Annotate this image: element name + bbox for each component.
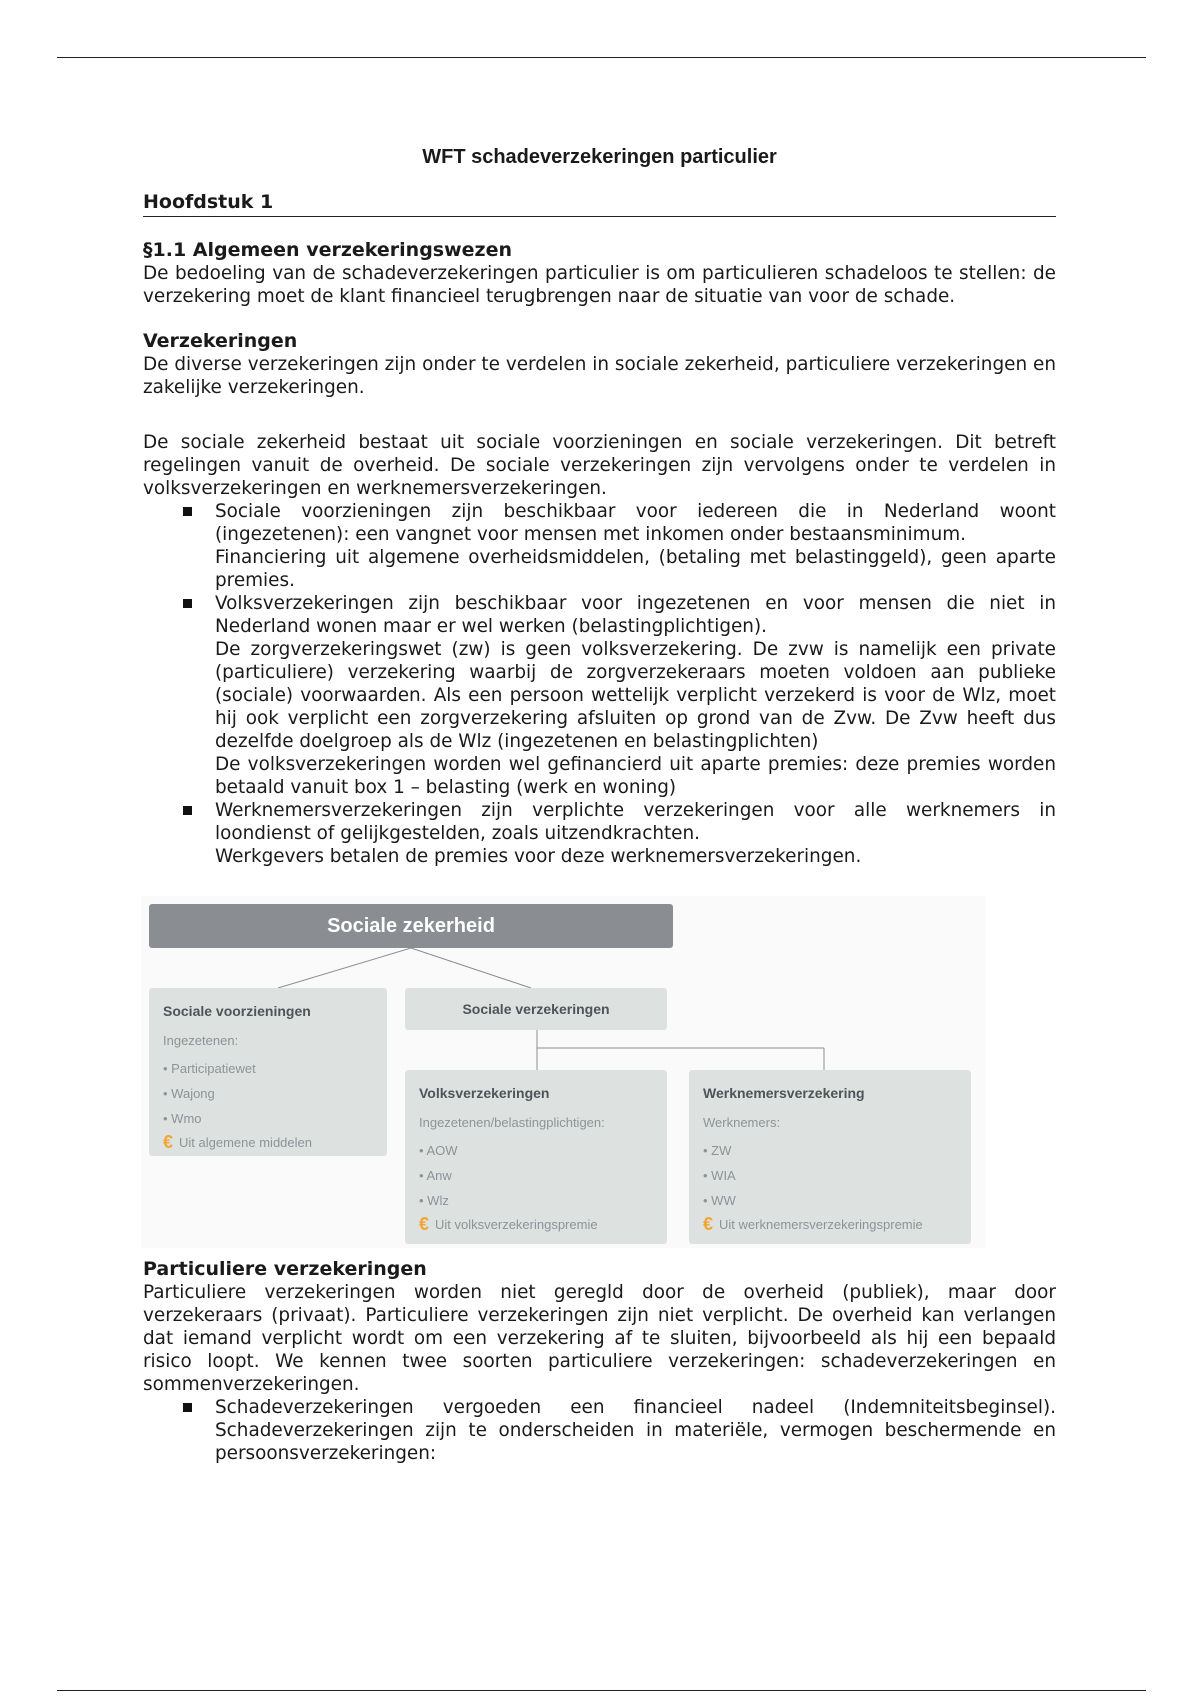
connector-line <box>411 948 531 988</box>
verzekeringen-heading: Verzekeringen <box>143 330 298 352</box>
funding-row <box>163 1131 373 1154</box>
box-title: Sociale verzekeringen <box>462 1000 610 1017</box>
funding-row <box>703 1213 957 1236</box>
document-body <box>143 140 1056 1465</box>
sociale-zekerheid-diagram <box>141 896 986 1248</box>
box-subtitle: Ingezetenen/belastingplichtigen: <box>419 1115 605 1130</box>
list-item: • Wajong <box>163 1081 373 1106</box>
section-intro: De bedoeling van de schadeverzekeringen particulier is om particulieren schadeloos te stellen: de verzekering moet de klant financieel terugbrengen naar de situatie van voor de schade. <box>143 263 1056 307</box>
document-title: WFT schadeverzekeringen particulier <box>422 146 777 168</box>
page-top-rule <box>57 57 1146 58</box>
bullet-text: Schadeverzekeringen vergoeden een financieel nadeel (Indemniteitsbeginsel). Schadeverzekeringen zijn te onderscheiden in materiële, vermogen beschermende en persoonsverzekeringen: <box>215 1397 1056 1464</box>
funding-text: Uit volksverzekeringspremie <box>435 1217 598 1232</box>
euro-icon: € <box>419 1214 430 1234</box>
list-item: • ZW <box>703 1138 957 1163</box>
list-item: • Wlz <box>419 1188 653 1213</box>
bullet-text: De volksverzekeringen worden wel gefinancierd uit aparte premies: deze premies worden betaald vanuit box 1 – belasting (werk en woning) <box>215 754 1056 798</box>
sociale-verzekeringen-box <box>405 988 667 1030</box>
volksverzekeringen-box <box>405 1070 667 1244</box>
verzekeringen-paragraph-1: De diverse verzekeringen zijn onder te verdelen in sociale zekerheid, particuliere verzekeringen en zakelijke verzekeringen. <box>143 354 1056 398</box>
bullet-text: Werknemersverzekeringen zijn verplichte verzekeringen voor alle werknemers in loondienst of gelijkgestelden, zoals uitzendkrachten. <box>215 800 1056 844</box>
bullet-text: De zorgverzekeringswet (zw) is geen volksverzekering. De zvw is namelijk een private (particuliere) verzekering waarbij de zorgverzekeraars moeten voldoen aan publieke (sociale) voorwaarden. Als een persoon wettelijk verplicht verzekerd is voor de Wlz, moet hij ook verplicht een zorgverzekering afsluiten op grond van de Zvw. De Zvw heeft dus dezelfde doelgroep als de Wlz (ingezetenen en belastingplichten) <box>215 639 1056 752</box>
box-subtitle: Ingezetenen: <box>163 1033 239 1048</box>
section-heading: §1.1 Algemeen verzekeringswezen <box>143 239 513 261</box>
bullet-text: Volksverzekeringen zijn beschikbaar voor ingezetenen en voor mensen die niet in Nederland wonen maar er wel werken (belastingplichtigen). <box>215 593 1056 637</box>
list-item <box>215 592 1056 799</box>
particulier-heading: Particuliere verzekeringen <box>143 1258 427 1280</box>
box-list <box>163 1056 373 1131</box>
funding-text: Uit werknemersverzekeringspremie <box>719 1217 923 1232</box>
box-list <box>703 1138 957 1213</box>
list-item <box>215 500 1056 592</box>
list-item: • WIA <box>703 1163 957 1188</box>
funding-row <box>419 1213 653 1236</box>
box-list <box>419 1138 653 1213</box>
box-title: Sociale voorzieningen <box>163 1003 311 1019</box>
euro-icon: € <box>163 1132 174 1152</box>
bullet-text: Sociale voorzieningen zijn beschikbaar voor iedereen die in Nederland woont (ingezetenen): een vangnet voor mensen met inkomen onder bestaansminimum. <box>215 501 1056 545</box>
chapter-heading: Hoofdstuk 1 <box>143 191 1056 217</box>
list-item: • Anw <box>419 1163 653 1188</box>
list-item <box>215 799 1056 868</box>
bullet-text: Financiering uit algemene overheidsmiddelen, (betaling met belastinggeld), geen aparte premies. <box>215 547 1056 591</box>
page-bottom-rule <box>57 1690 1146 1691</box>
list-item: • AOW <box>419 1138 653 1163</box>
werknemersverzekering-box <box>689 1070 971 1244</box>
diagram-header: Sociale zekerheid <box>149 904 673 948</box>
connector-line <box>278 948 411 988</box>
verzekeringen-paragraph-2: De sociale zekerheid bestaat uit sociale voorzieningen en sociale verzekeringen. Dit betreft regelingen vanuit de overheid. De sociale verzekeringen zijn vervolgens onder te verdelen in volksverzekeringen en werknemersverzekeringen. <box>143 432 1056 499</box>
box-subtitle: Werknemers: <box>703 1115 781 1130</box>
sociale-voorzieningen-box <box>149 988 387 1156</box>
list-item: • WW <box>703 1188 957 1213</box>
box-title: Werknemersverzekering <box>703 1085 865 1101</box>
box-title: Volksverzekeringen <box>419 1085 550 1101</box>
particulier-list <box>143 1396 1056 1465</box>
euro-icon: € <box>703 1214 714 1234</box>
list-item: • Wmo <box>163 1106 373 1131</box>
particulier-paragraph: Particuliere verzekeringen worden niet geregld door de overheid (publiek), maar door verzekeraars (privaat). Particuliere verzekeringen zijn niet verplicht. De overheid kan verlangen dat iemand verplicht wordt om een verzekering af te sluiten, bijvoorbeeld als hij een bepaald risico loopt. We kennen twee soorten particuliere verzekeringen: schadeverzekeringen en sommenverzekeringen. <box>143 1282 1056 1395</box>
list-item: • Participatiewet <box>163 1056 373 1081</box>
bullet-text: Werkgevers betalen de premies voor deze werknemersverzekeringen. <box>215 846 862 867</box>
funding-text: Uit algemene middelen <box>179 1135 312 1150</box>
sociale-zekerheid-list <box>143 500 1056 868</box>
list-item <box>215 1396 1056 1465</box>
